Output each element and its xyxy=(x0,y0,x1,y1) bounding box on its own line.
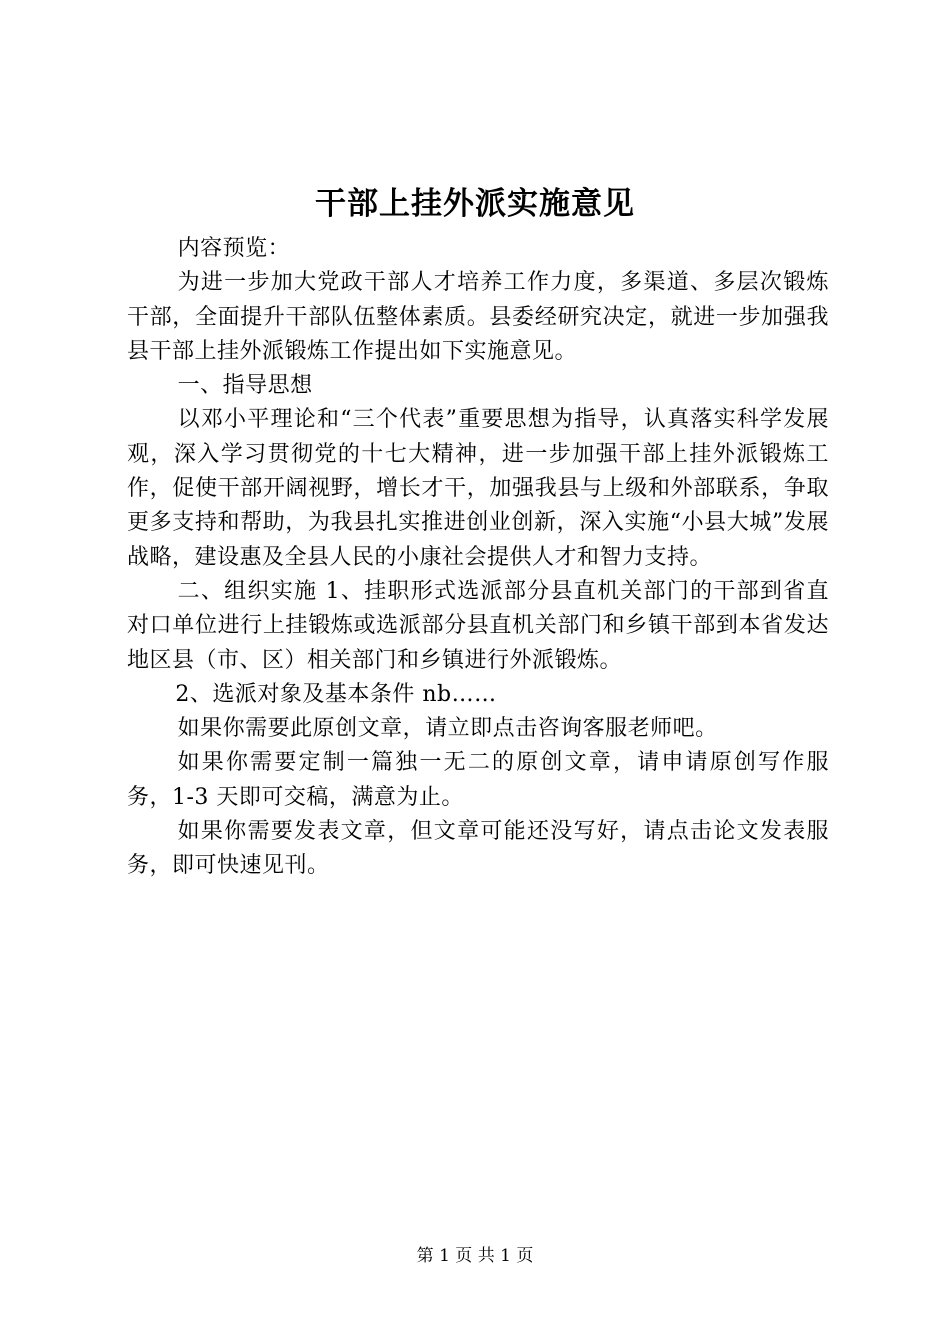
organization-paragraph: 二、组织实施 1、挂职形式选派部分县直机关部门的干部到省直对口单位进行上挂锻炼或选派部分县直机关部门和乡镇干部到本省发达地区县（市、区）相关部门和乡镇进行外派锻炼。 xyxy=(127,578,829,673)
preview-label: 内容预览： xyxy=(177,236,291,261)
document-title: 干部上挂外派实施意见 xyxy=(315,186,635,222)
page-number: 第 1 页 共 1 页 xyxy=(416,1246,534,1266)
intro-paragraph: 为进一步加大党政干部人才培养工作力度，多渠道、多层次锻炼干部，全面提升干部队伍整体素质。县委经研究决定，就进一步加强我县干部上挂外派锻炼工作提出如下实施意见。 xyxy=(127,270,829,364)
custom-writing-paragraph: 如果你需要定制一篇独一无二的原创文章，请申请原创写作服务，1-3 天即可交稿，满意为止。 xyxy=(127,750,829,810)
publishing-paragraph: 如果你需要发表文章，但文章可能还没写好，请点击论文发表服务，即可快速见刊。 xyxy=(127,819,829,879)
selection-criteria-paragraph: 2、选派对象及基本条件 nb…… xyxy=(175,681,497,707)
document-body xyxy=(127,232,829,884)
guiding-ideology-paragraph: 以邓小平理论和“三个代表”重要思想为指导，认真落实科学发展观，深入学习贯彻党的十七大精神，进一步加强干部上挂外派锻炼工作，促使干部开阔视野，增长才干，加强我县与上级和外部联系，争取更多支持和帮助，为我县扎实推进创业创新，深入实施“小县大城”发展战略，建设惠及全县人民的小康社会提供人才和智力支持。 xyxy=(127,407,829,570)
section-heading-guiding-ideology: 一、指导思想 xyxy=(177,373,313,399)
consult-paragraph: 如果你需要此原创文章，请立即点击咨询客服老师吧。 xyxy=(177,716,718,742)
